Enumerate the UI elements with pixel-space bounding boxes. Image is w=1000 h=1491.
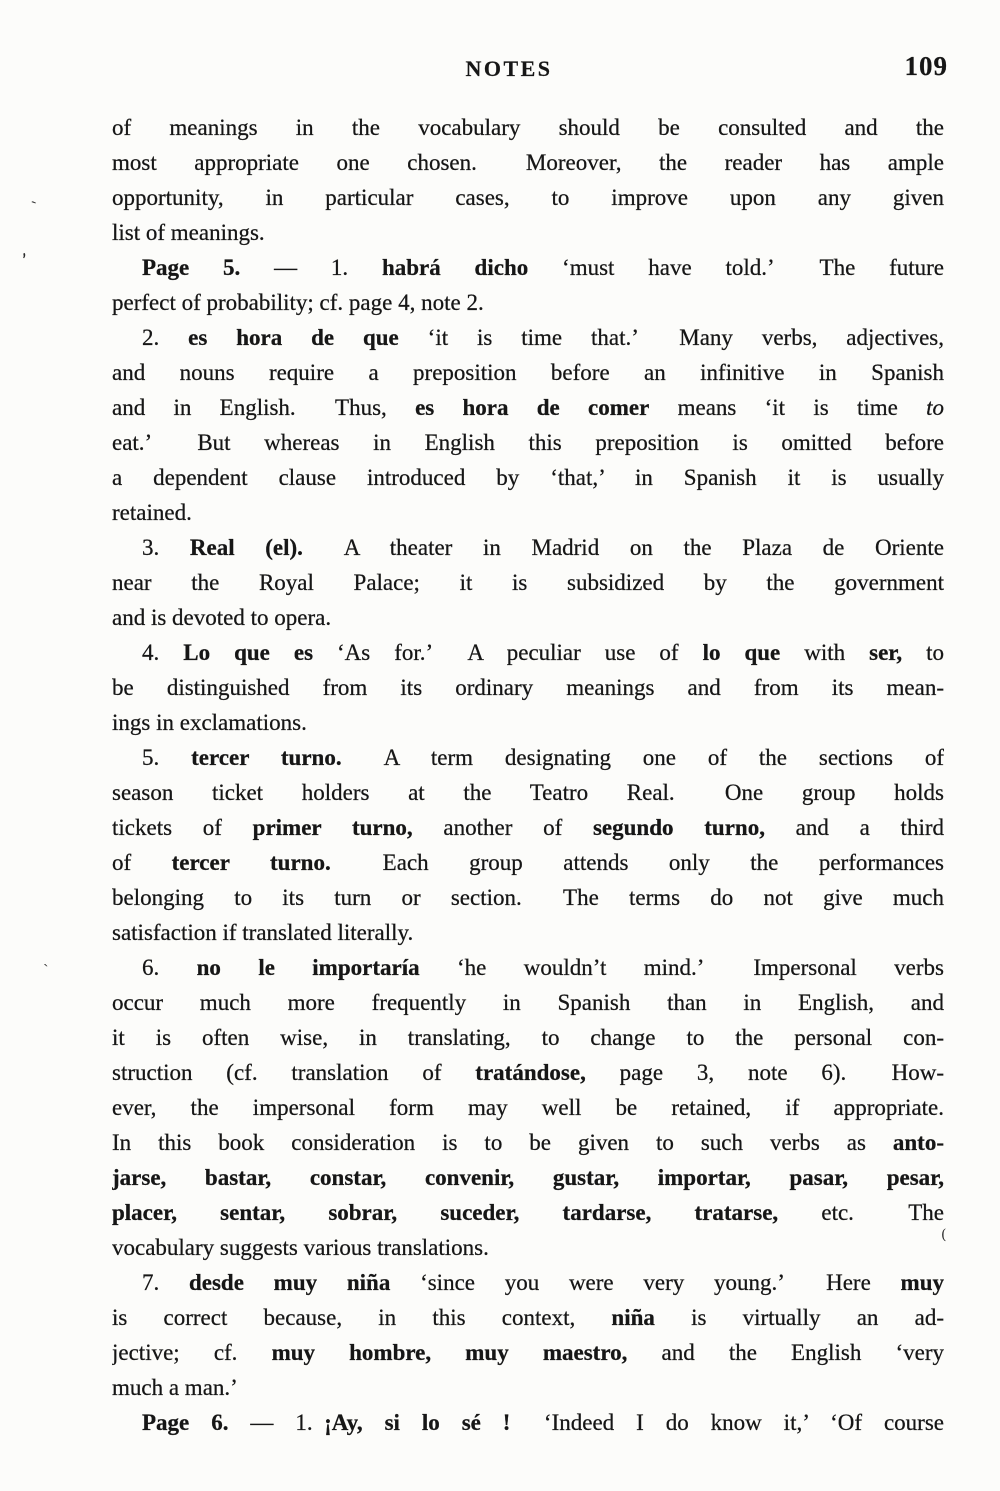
text-line (112, 1265, 944, 1300)
bold-text: no le importaría (196, 955, 420, 980)
text-line (112, 565, 944, 600)
text-line (112, 1195, 944, 1230)
body-text: and a third (764, 815, 944, 840)
text-line (112, 180, 944, 215)
body-text: means ‘it is time (649, 395, 927, 420)
bold-text: ¡Ay, si lo sé ! (324, 1410, 511, 1435)
paragraph-page6-note1 (112, 1405, 944, 1440)
body-text: — 1. (228, 1410, 325, 1435)
body-text: it is often wise, in translating, to change to the personal con- (112, 1025, 944, 1050)
bold-text: habrá dicho (381, 255, 529, 280)
text-line (112, 110, 944, 145)
body-text: Each group attends only the performances (330, 850, 944, 875)
body-text: be distinguished from its ordinary meanings and from its mean- (112, 675, 944, 700)
text-line (112, 320, 944, 355)
bold-text: Page 6. (142, 1410, 229, 1435)
body-text: ‘Indeed I do know it,’ ‘Of course (510, 1410, 944, 1435)
page-number: 109 (904, 51, 948, 81)
scan-speck: ` (42, 962, 53, 980)
body-text: and in English. Thus, (112, 395, 416, 420)
body-text: struction (cf. translation of (112, 1060, 476, 1085)
body-text: ‘he wouldn’t mind.’ Impersonal verbs (419, 955, 944, 980)
body-text: 6. (142, 955, 197, 980)
body-text: of meanings in the vocabulary should be consulted and the (112, 115, 944, 140)
body-text: tickets of (112, 815, 253, 840)
body-text: occur much more frequently in Spanish than in English, and (112, 990, 944, 1015)
body-text: ‘it is time that.’ Many verbs, adjectives, (398, 325, 944, 350)
body-text: 2. (142, 325, 189, 350)
bold-text: primer turno, (252, 815, 413, 840)
text-line (112, 495, 944, 530)
body-text: season ticket holders at the Teatro Real. One group holds (112, 780, 944, 805)
text-line (112, 215, 944, 250)
body-text: is correct because, in this context, (112, 1305, 612, 1330)
bold-text: muy hombre, muy maestro, (271, 1340, 628, 1365)
body-text: 5. (142, 745, 192, 770)
body-text: and nouns require a preposition before an infinitive in Spanish (112, 360, 944, 385)
paragraph-note5-tercer-turno (112, 740, 944, 950)
scan-speck: ( (941, 1227, 947, 1243)
paragraph-intro-continuation (112, 110, 944, 250)
text-line (112, 1160, 944, 1195)
paragraph-note3-real (112, 530, 944, 635)
paragraph-note7-desde-muy-nina (112, 1265, 944, 1405)
text-line (112, 810, 944, 845)
text-line (112, 1300, 944, 1335)
text-line (112, 390, 944, 425)
body-text: A theater in Madrid on the Plaza de Oriente (302, 535, 944, 560)
bold-text: lo que (702, 640, 781, 665)
bold-text: Page 5. (142, 255, 241, 280)
text-line (112, 1090, 944, 1125)
text-line (112, 250, 944, 285)
bold-text: muy (900, 1270, 944, 1295)
paragraph-note2-es-hora-de-que (112, 320, 944, 530)
body-text: to (902, 640, 944, 665)
bold-text: es hora de comer (415, 395, 650, 420)
paragraph-note4-lo-que-es (112, 635, 944, 740)
body-text: A term designating one of the sections of (341, 745, 944, 770)
text-line (112, 635, 944, 670)
text-line (112, 670, 944, 705)
body-text: vocabulary suggests various translations. (112, 1235, 489, 1260)
body-text: ‘As for.’ A peculiar use of (313, 640, 703, 665)
body-text: with (780, 640, 870, 665)
text-line (112, 1125, 944, 1160)
body-text: eat.’ But whereas in English this preposition is omitted before (112, 430, 944, 455)
body-text: ‘since you were very young.’ Here (390, 1270, 901, 1295)
paragraph-note6-no-le-importaria (112, 950, 947, 1265)
body-text: 4. (142, 640, 184, 665)
body-text: ‘must have told.’ The future (528, 255, 944, 280)
body-text: belonging to its turn or section. The terms do not give much (112, 885, 944, 910)
text-line (112, 775, 944, 810)
text-line (112, 740, 944, 775)
text-line (112, 1227, 947, 1265)
bold-text: jarse, bastar, constar, convenir, gustar, importar, pasar, pesar, (112, 1165, 944, 1190)
scan-speck: ` (29, 197, 47, 219)
bold-text: niña (611, 1305, 655, 1330)
body-text: perfect of probability; cf. page 4, note 2. (112, 290, 484, 315)
body-text: retained. (112, 500, 192, 525)
text-line (112, 600, 944, 635)
body-text: of (112, 850, 172, 875)
body-text: much a man.’ (112, 1375, 238, 1400)
text-line (112, 425, 944, 460)
bold-text: anto- (892, 1130, 944, 1155)
body-text: page 3, note 6). How- (585, 1060, 944, 1085)
text-line (112, 1055, 944, 1090)
body-text: etc. The (778, 1200, 944, 1225)
body-text: most appropriate one chosen. Moreover, the reader has ample (112, 150, 944, 175)
body-text: 7. (142, 1270, 189, 1295)
bold-text: tercer turno. (171, 850, 331, 875)
body-text: ings in exclamations. (112, 710, 307, 735)
bold-text: Lo que es (183, 640, 314, 665)
italic-text: to (926, 395, 944, 420)
body-text: ever, the impersonal form may well be retained, if appropriate. (112, 1095, 944, 1120)
bold-text: placer, sentar, sobrar, suceder, tardarse, tratarse, (112, 1200, 779, 1225)
text-line (112, 880, 944, 915)
text-line (112, 1370, 944, 1405)
bold-text: tratándose, (475, 1060, 586, 1085)
paragraph-page5-note1 (112, 250, 944, 320)
bold-text: desde muy niña (188, 1270, 391, 1295)
body-text: satisfaction if translated literally. (112, 920, 414, 945)
bold-text: Real (el). (189, 535, 303, 560)
bold-text: ser, (869, 640, 903, 665)
bold-text: es hora de que (188, 325, 399, 350)
bold-text: segundo turno, (592, 815, 765, 840)
text-line (112, 985, 944, 1020)
text-line (112, 1405, 944, 1440)
text-line (112, 355, 944, 390)
bold-text: tercer turno. (191, 745, 342, 770)
text-line (112, 950, 944, 985)
text-line (112, 845, 944, 880)
body-text: In this book consideration is to be given to such verbs as (112, 1130, 893, 1155)
text-line (112, 530, 944, 565)
body-text: and is devoted to opera. (112, 605, 332, 630)
text-block (112, 110, 947, 1440)
body-text: list of meanings. (112, 220, 265, 245)
text-line (112, 915, 944, 950)
text-line (112, 1020, 944, 1055)
text-line (112, 705, 944, 740)
body-text: — 1. (240, 255, 382, 280)
text-line (112, 1335, 944, 1370)
body-text: near the Royal Palace; it is subsidized by the government (112, 570, 944, 595)
body-text: 3. (142, 535, 190, 560)
body-text: a dependent clause introduced by ‘that,’ in Spanish it is usually (112, 465, 944, 490)
text-line (112, 145, 944, 180)
text-line (112, 460, 944, 495)
body-text: and the English ‘very (627, 1340, 944, 1365)
body-text: opportunity, in particular cases, to improve upon any given (112, 185, 944, 210)
text-line (112, 285, 944, 320)
body-text: is virtually an ad- (654, 1305, 944, 1330)
body-text: jective; cf. (112, 1340, 272, 1365)
running-head-title: NOTES (465, 56, 553, 81)
body-text: another of (412, 815, 593, 840)
scan-speck: ’ (19, 249, 33, 273)
